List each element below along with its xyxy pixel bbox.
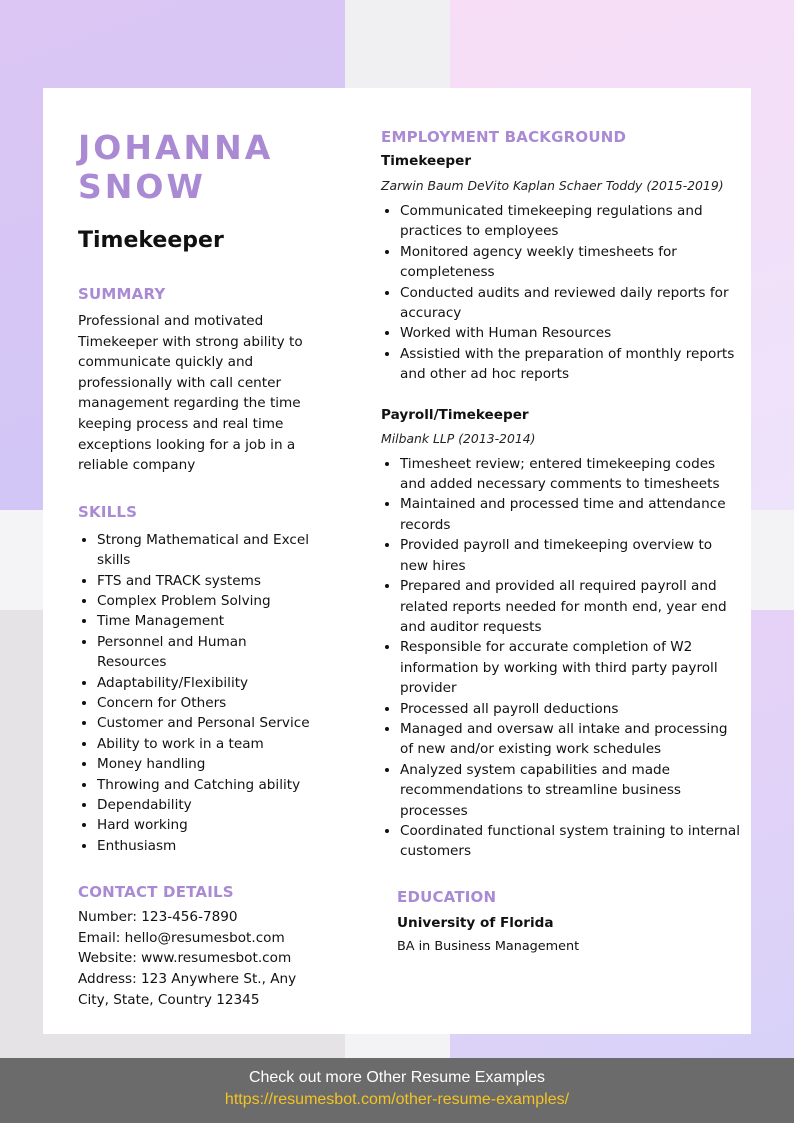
skills-section: [78, 503, 318, 857]
footer-banner: [0, 1058, 794, 1123]
job-duty: • Monitored agency weekly timesheets for completeness: [400, 242, 741, 283]
job-duty: • Maintained and processed time and attendance records: [400, 494, 741, 535]
footer-link[interactable]: https://resumesbot.com/other-resume-examples/: [224, 1091, 570, 1108]
education-heading: EDUCATION: [397, 887, 497, 906]
job-duty: • Provided payroll and timekeeping overview to new hires: [400, 535, 741, 576]
job-duties-list: [381, 201, 741, 385]
employment-heading: EMPLOYMENT BACKGROUND: [381, 128, 627, 146]
job-company: Milbank LLP (2013-2014): [381, 430, 536, 446]
skill-item: • Enthusiasm: [97, 836, 318, 856]
right-column: [381, 128, 741, 954]
background-block: [345, 0, 450, 90]
job-duty: • Timesheet review; entered timekeeping codes and added necessary comments to timesheets: [400, 454, 741, 495]
contact-email[interactable]: Email: hello@resumesbot.com: [78, 929, 285, 946]
job-duty: • Communicated timekeeping regulations and practices to employees: [400, 201, 741, 242]
job-duty: • Conducted audits and reviewed daily reports for accuracy: [400, 283, 741, 324]
job-entry: [381, 407, 741, 862]
candidate-name: JOHANNA SNOW: [78, 128, 274, 206]
skill-item: • Personnel and Human Resources: [97, 632, 318, 673]
summary-heading: SUMMARY: [78, 285, 166, 303]
skills-heading: SKILLS: [78, 502, 138, 521]
contact-heading: CONTACT DETAILS: [78, 883, 234, 902]
job-duty: • Worked with Human Resources: [400, 323, 741, 343]
skill-item: • FTS and TRACK systems: [97, 571, 318, 591]
skill-item: • Concern for Others: [97, 693, 318, 713]
skill-item: • Strong Mathematical and Excel skills: [97, 530, 318, 571]
education-section: [397, 888, 741, 954]
summary-text: Professional and motivated Timekeeper with strong ability to communicate quickly and professionally with call center management regarding the time keeping process and real time exceptions looking for a job in a reliable company: [78, 313, 303, 474]
education-degree: BA in Business Management: [397, 938, 580, 954]
job-duties-list: [381, 454, 741, 862]
skills-list: [78, 530, 318, 857]
skill-item: • Ability to work in a team: [97, 734, 318, 754]
skill-item: • Dependability: [97, 795, 318, 815]
contact-section: [78, 883, 318, 1010]
contact-address: Address: 123 Anywhere St., Any City, State, Country 12345: [78, 971, 297, 1008]
education-school: University of Florida: [397, 914, 554, 931]
contact-website[interactable]: Website: www.resumesbot.com: [78, 950, 292, 967]
skill-item: • Adaptability/Flexibility: [97, 673, 318, 693]
job-entry: [381, 153, 741, 385]
job-role: Timekeeper: [381, 153, 472, 169]
skill-item: • Complex Problem Solving: [97, 591, 318, 611]
job-duty: • Processed all payroll deductions: [400, 699, 741, 719]
job-role: Payroll/Timekeeper: [381, 406, 529, 423]
job-duty: • Managed and oversaw all intake and processing of new and/or existing work schedules: [400, 719, 741, 760]
skill-item: • Time Management: [97, 611, 318, 631]
job-duty: • Responsible for accurate completion of W2 information by working with third party payroll provider: [400, 637, 741, 698]
left-column: [78, 128, 318, 1010]
skill-item: • Money handling: [97, 754, 318, 774]
job-title: Timekeeper: [78, 228, 224, 253]
skill-item: • Customer and Personal Service: [97, 713, 318, 733]
skill-item: • Throwing and Catching ability: [97, 775, 318, 795]
skill-item: • Hard working: [97, 815, 318, 835]
job-duty: • Coordinated functional system training to internal customers: [400, 821, 741, 862]
contact-number: Number: 123-456-7890: [78, 909, 238, 926]
job-company: Zarwin Baum DeVito Kaplan Schaer Toddy (2015-2019): [381, 178, 724, 193]
resume-page: [43, 88, 751, 1034]
job-duty: • Analyzed system capabilities and made recommendations to streamline business processes: [400, 760, 741, 821]
footer-text: Check out more Other Resume Examples: [248, 1069, 546, 1086]
job-duty: • Assistied with the preparation of monthly reports and other ad hoc reports: [400, 344, 741, 385]
job-duty: • Prepared and provided all required payroll and related reports needed for month end, year end and auditor requests: [400, 576, 741, 637]
summary-section: [78, 285, 318, 476]
